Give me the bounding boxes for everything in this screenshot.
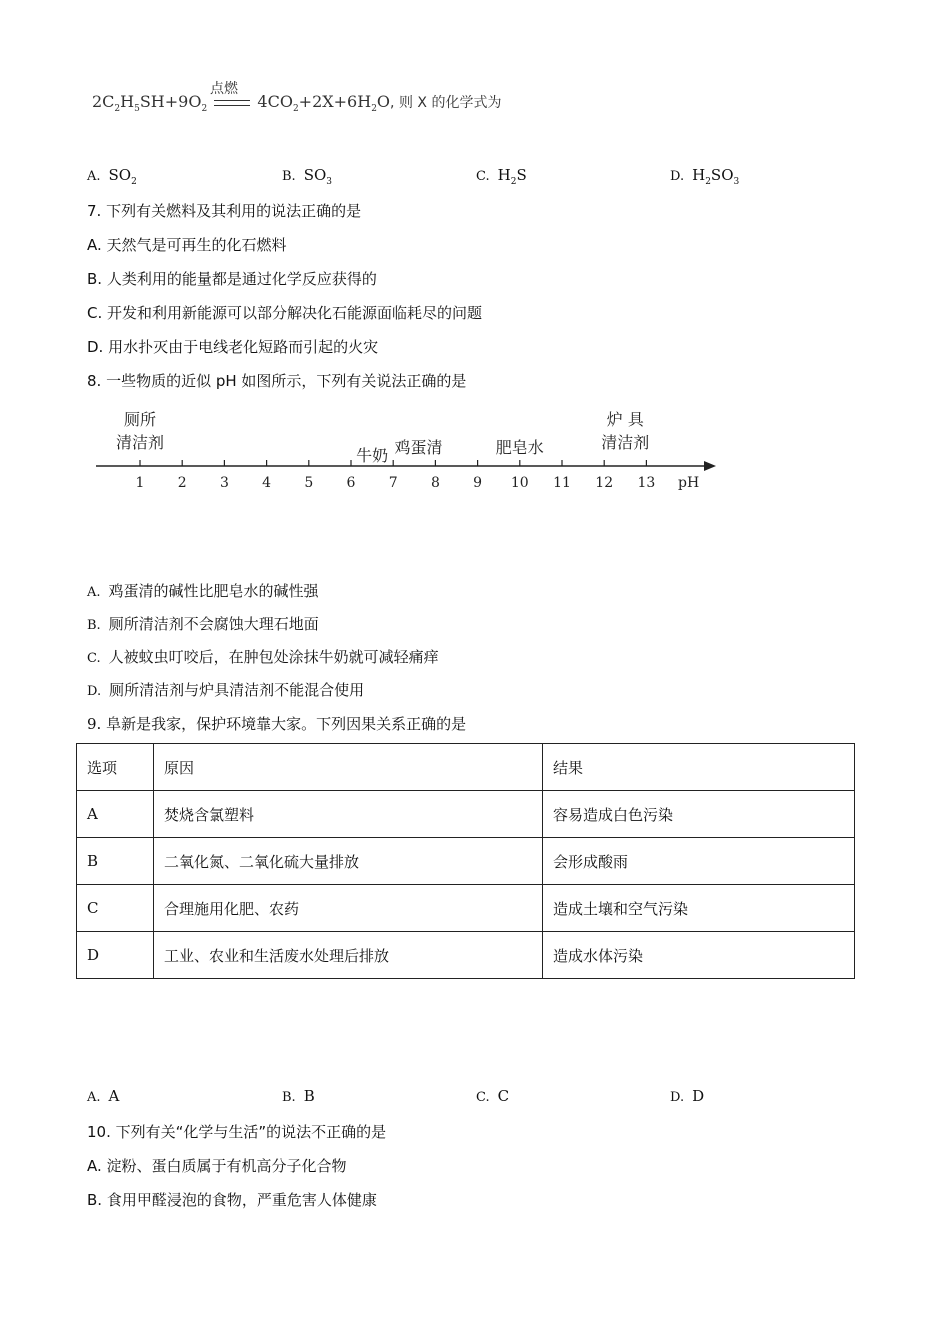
eq-part: O	[376, 92, 391, 111]
q7-option-c: C. 开发和利用新能源可以部分解决化石能源面临耗尽的问题	[87, 304, 483, 322]
table-header: 原因	[154, 744, 543, 791]
eq-tail: , 则 X 的化学式为	[390, 95, 502, 111]
ph-substance-label: 炉 具	[606, 410, 644, 429]
option-letter: A.	[87, 585, 101, 600]
option-text: H	[497, 166, 511, 184]
table-cell: D	[77, 932, 154, 979]
ph-tick-label: 2	[177, 475, 187, 491]
option-letter: D.	[87, 684, 102, 699]
option-sub: 3	[733, 177, 740, 187]
option-text: S	[516, 166, 527, 184]
option-sub: 2	[510, 177, 517, 187]
ph-substance-label: 厕所	[123, 410, 157, 429]
q8-option-a	[87, 580, 319, 601]
q10-option-b: B. 食用甲醛浸泡的食物，严重危害人体健康	[87, 1191, 377, 1209]
option-letter: A.	[87, 169, 101, 184]
table-row	[77, 838, 855, 885]
eq-part: H	[120, 92, 135, 111]
ph-tick-label: 5	[304, 475, 314, 491]
table-cell: 合理施用化肥、农药	[154, 885, 543, 932]
q8-option-d	[87, 679, 364, 700]
eq-part: 2C	[92, 92, 115, 111]
ph-substance-label: 牛奶	[356, 446, 389, 465]
option-text: 人被蚊虫叮咬后，在肿包处涂抹牛奶就可减轻痛痒	[108, 648, 439, 666]
option-text: D	[692, 1087, 705, 1105]
q7-option-a: A. 天然气是可再生的化石燃料	[87, 236, 287, 254]
q6-option-b	[282, 166, 332, 187]
option-letter: C.	[87, 651, 101, 666]
ph-tick-label: 3	[219, 475, 229, 491]
q8-stem: 8. 一些物质的近似 pH 如图所示，下列有关说法正确的是	[87, 372, 467, 390]
ph-tick-label: 13	[637, 475, 656, 491]
table-cell: 焚烧含氯塑料	[154, 791, 543, 838]
q7-stem: 7. 下列有关燃料及其利用的说法正确的是	[87, 202, 362, 220]
option-text: SO	[303, 166, 327, 184]
table-cell: 会形成酸雨	[543, 838, 855, 885]
q7-option-b: B. 人类利用的能量都是通过化学反应获得的	[87, 270, 377, 288]
table-cell: 造成土壤和空气污染	[543, 885, 855, 932]
q8-option-b	[87, 613, 319, 634]
q8-option-c	[87, 646, 439, 667]
q6-option-a	[87, 166, 137, 187]
ph-axis-arrow	[704, 461, 716, 471]
option-text: SO	[710, 166, 734, 184]
ph-substance-label: 肥皂水	[495, 438, 544, 457]
option-letter: B.	[282, 169, 296, 184]
table-row	[77, 932, 855, 979]
eq-sub: 2	[114, 104, 121, 115]
eq-sub: 2	[201, 104, 208, 115]
ph-substance-label: 清洁剂	[115, 433, 165, 452]
option-sub: 2	[705, 177, 711, 187]
ph-tick-label: 7	[388, 475, 398, 491]
ph-tick-label: 10	[510, 475, 529, 491]
ph-substance-label: 鸡蛋清	[394, 438, 443, 457]
option-sub: 3	[326, 177, 332, 187]
option-text: 厕所清洁剂不会腐蚀大理石地面	[108, 615, 319, 633]
ph-tick-label: 4	[262, 475, 272, 491]
reaction-condition: 点燃	[210, 81, 238, 97]
table-cell: A	[77, 791, 154, 838]
ph-tick-label: 9	[473, 475, 483, 491]
eq-sub: 5	[134, 104, 140, 115]
option-text: 厕所清洁剂与炉具清洁剂不能混合使用	[109, 681, 365, 699]
q9-table	[76, 743, 855, 979]
ph-tick-label: 6	[346, 475, 356, 491]
option-sub: 2	[131, 177, 137, 187]
q9-option-b	[282, 1087, 315, 1105]
q10-option-a: A. 淀粉、蛋白质属于有机高分子化合物	[87, 1157, 347, 1175]
option-text: SO	[108, 166, 132, 184]
q9-option-c	[476, 1087, 509, 1105]
option-text: 鸡蛋清的碱性比肥皂水的碱性强	[108, 582, 319, 600]
table-cell: 二氧化氮、二氧化硫大量排放	[154, 838, 543, 885]
ph-axis-label: pH	[678, 475, 700, 491]
eq-part: 4CO	[257, 92, 293, 111]
ph-tick-label: 11	[553, 475, 571, 491]
option-letter: D.	[670, 169, 685, 184]
option-text: B	[303, 1087, 315, 1105]
q10-stem: 10. 下列有关“化学与生活”的说法不正确的是	[87, 1123, 387, 1141]
ph-tick-label: 12	[595, 475, 614, 491]
table-row	[77, 791, 855, 838]
table-cell: C	[77, 885, 154, 932]
option-letter: A.	[87, 1090, 101, 1105]
ph-tick-label: 8	[430, 475, 440, 491]
option-letter: D.	[670, 1090, 685, 1105]
option-text: C	[497, 1087, 510, 1105]
eq-part: SH+9O	[139, 92, 202, 111]
table-header: 结果	[543, 744, 855, 791]
option-text: H	[692, 166, 706, 184]
q9-option-a	[87, 1087, 119, 1105]
table-cell: 容易造成白色污染	[543, 791, 855, 838]
double-arrow-line	[214, 100, 250, 106]
q7-option-d: D. 用水扑灭由于电线老化短路而引起的火灾	[87, 338, 379, 356]
table-cell: B	[77, 838, 154, 885]
ph-substance-label: 清洁剂	[601, 433, 650, 452]
ph-scale-diagram	[90, 400, 730, 500]
option-letter: B.	[87, 618, 101, 633]
eq-part: +2X+6H	[298, 92, 372, 111]
table-header-row	[77, 744, 855, 791]
q9-option-d	[670, 1087, 704, 1105]
q6-option-d	[670, 166, 739, 187]
option-letter: C.	[476, 1090, 490, 1105]
table-cell: 工业、农业和生活废水处理后排放	[154, 932, 543, 979]
option-letter: B.	[282, 1090, 296, 1105]
table-cell: 造成水体污染	[543, 932, 855, 979]
eq-sub: 2	[371, 104, 377, 115]
table-row	[77, 885, 855, 932]
option-text: A	[108, 1087, 120, 1105]
eq-sub: 2	[292, 104, 299, 115]
option-letter: C.	[476, 169, 490, 184]
chemical-equation	[92, 81, 502, 115]
q9-stem: 9. 阜新是我家，保护环境靠大家。下列因果关系正确的是	[87, 715, 467, 733]
q6-option-c	[476, 166, 527, 187]
table-header: 选项	[77, 744, 154, 791]
ph-tick-label: 1	[135, 475, 145, 491]
